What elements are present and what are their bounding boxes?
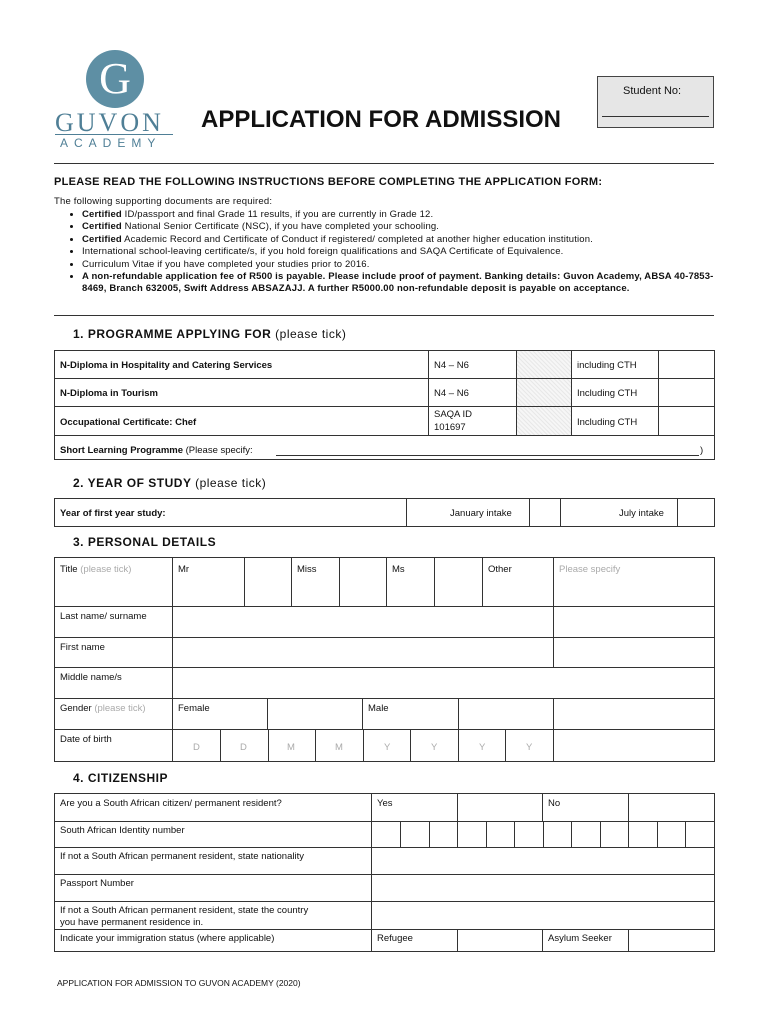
mr-cell: Mr <box>172 557 245 607</box>
student-number-box[interactable] <box>597 76 714 128</box>
last-name-extra[interactable] <box>553 606 715 638</box>
id-digit-divider <box>514 822 515 847</box>
id-number-input[interactable] <box>371 821 715 848</box>
dob-divider <box>315 730 316 761</box>
dob-divider <box>458 730 459 761</box>
no-cell: No <box>542 793 629 822</box>
shaded-cell <box>516 350 572 379</box>
male-tick-box[interactable] <box>458 698 554 730</box>
ms-cell: Ms <box>386 557 435 607</box>
id-digit-divider <box>571 822 572 847</box>
id-digit-divider <box>685 822 686 847</box>
logo-divider <box>55 134 173 135</box>
passport-input[interactable] <box>371 874 715 902</box>
middle-name-input[interactable] <box>172 667 715 699</box>
year-heading: 2. YEAR OF STUDY (please tick) <box>73 476 267 490</box>
male-cell: Male <box>362 698 459 730</box>
ms-tick-box[interactable] <box>434 557 483 607</box>
mr-tick-box[interactable] <box>244 557 292 607</box>
slp-close: ) <box>700 445 704 456</box>
programme-tick-box[interactable] <box>658 406 715 436</box>
dob-divider <box>220 730 221 761</box>
residence-country-label-cell: If not a South African permanent resident, state the country you have permanent residence in. <box>54 901 372 930</box>
yes-cell: Yes <box>371 793 458 822</box>
dob-divider <box>268 730 269 761</box>
dob-year-placeholder: Y <box>384 742 391 753</box>
programme-name-cell: Occupational Certificate: Chef <box>54 406 429 436</box>
other-cell: Other <box>482 557 554 607</box>
middle-name-label-cell: Middle name/s <box>54 667 173 699</box>
id-digit-divider <box>429 822 430 847</box>
programme-level-cell: N4 – N6 <box>428 378 517 407</box>
dob-year-placeholder: Y <box>526 742 533 753</box>
miss-tick-box[interactable] <box>339 557 387 607</box>
refugee-cell: Refugee <box>371 929 458 952</box>
page-title: APPLICATION FOR ADMISSION <box>201 106 561 133</box>
short-learning-programme-label: Short Learning Programme (Please specify: <box>60 445 253 456</box>
id-digit-divider <box>543 822 544 847</box>
shaded-cell <box>516 406 572 436</box>
first-name-label-cell: First name <box>54 637 173 668</box>
dob-year-placeholder: Y <box>431 742 438 753</box>
programme-cth-cell: including CTH <box>571 350 659 379</box>
title-label-cell: Title (please tick) <box>54 557 173 607</box>
dob-divider <box>363 730 364 761</box>
id-digit-divider <box>400 822 401 847</box>
programme-level-cell: N4 – N6 <box>428 350 517 379</box>
dob-divider <box>505 730 506 761</box>
dob-label-cell: Date of birth <box>54 729 173 762</box>
dob-day-placeholder: D <box>193 742 200 753</box>
logo-emblem: G <box>86 50 144 108</box>
id-number-label-cell: South African Identity number <box>54 821 372 848</box>
first-name-input[interactable] <box>172 637 554 668</box>
id-digit-divider <box>628 822 629 847</box>
id-digit-divider <box>600 822 601 847</box>
citizen-question-cell: Are you a South African citizen/ permanent resident? <box>54 793 372 822</box>
no-tick-box[interactable] <box>628 793 715 822</box>
dob-day-placeholder: D <box>240 742 247 753</box>
list-item: • Certified Academic Record and Certificate of Conduct if registered/ completed at another higher education institution. <box>82 234 732 246</box>
asylum-tick-box[interactable] <box>628 929 715 952</box>
last-name-input[interactable] <box>172 606 554 638</box>
list-item: • International school-leaving certificate/s, if you hold foreign qualifications and SAQA Certificate of Equivalence. <box>82 246 732 258</box>
programme-cth-cell: Including CTH <box>571 406 659 436</box>
citizenship-heading: 4. CITIZENSHIP <box>73 771 169 785</box>
january-intake-cell: January intake <box>406 498 530 527</box>
last-name-label-cell: Last name/ surname <box>54 606 173 638</box>
nationality-input[interactable] <box>371 847 715 875</box>
nationality-label-cell: If not a South African permanent resident, state nationality <box>54 847 372 875</box>
list-item: • Curriculum Vitae if you have completed your studies prior to 2016. <box>82 259 732 271</box>
refugee-tick-box[interactable] <box>457 929 543 952</box>
student-number-line <box>602 116 709 117</box>
dob-month-placeholder: M <box>287 742 295 753</box>
programme-level-cell: SAQA ID 101697 <box>428 406 517 436</box>
yes-tick-box[interactable] <box>457 793 543 822</box>
residence-country-input[interactable] <box>371 901 715 930</box>
immigration-label-cell: Indicate your immigration status (where applicable) <box>54 929 372 952</box>
list-item: • A non-refundable application fee of R500 is payable. Please include proof of payment. Banking details: Guvon Academy, ABSA 40-7853-8469, Branch 632005, Swift Address ABSAZAJJ. A further R5000.00 non-refundable deposit is payable on acceptance. <box>82 271 732 296</box>
page-footer: APPLICATION FOR ADMISSION TO GUVON ACADEMY (2020) <box>57 978 301 988</box>
gender-label-cell: Gender (please tick) <box>54 698 173 730</box>
instructions-divider <box>54 315 714 316</box>
header-divider <box>54 163 714 164</box>
id-digit-divider <box>486 822 487 847</box>
logo-subtitle: ACADEMY <box>60 136 162 150</box>
shaded-cell <box>516 378 572 407</box>
miss-cell: Miss <box>291 557 340 607</box>
asylum-cell: Asylum Seeker <box>542 929 629 952</box>
programme-tick-box[interactable] <box>658 350 715 379</box>
list-item: • Certified ID/passport and final Grade 11 results, if you are currently in Grade 12. <box>82 209 732 221</box>
personal-heading: 3. PERSONAL DETAILS <box>73 535 217 549</box>
female-tick-box[interactable] <box>267 698 363 730</box>
title-specify-input[interactable]: Please specify <box>553 557 715 607</box>
dob-divider <box>553 730 554 761</box>
gender-extra <box>553 698 715 730</box>
list-item: • Certified National Senior Certificate (NSC), if you have completed your schooling. <box>82 221 732 233</box>
programme-heading: 1. PROGRAMME APPLYING FOR (please tick) <box>73 327 347 341</box>
year-label-cell: Year of first year study: <box>54 498 407 527</box>
programme-tick-box[interactable] <box>658 378 715 407</box>
female-cell: Female <box>172 698 268 730</box>
january-tick-box[interactable] <box>529 498 561 527</box>
instructions-intro: The following supporting documents are required: <box>54 196 273 207</box>
logo-wordmark: GUVON <box>55 108 164 137</box>
passport-label-cell: Passport Number <box>54 874 372 902</box>
id-digit-divider <box>657 822 658 847</box>
programme-name-cell: N-Diploma in Tourism <box>54 378 429 407</box>
dob-divider <box>410 730 411 761</box>
documents-list <box>60 209 732 296</box>
july-tick-box[interactable] <box>677 498 715 527</box>
id-digit-divider <box>457 822 458 847</box>
programme-cth-cell: Including CTH <box>571 378 659 407</box>
first-name-extra[interactable] <box>553 637 715 668</box>
short-learning-programme-input[interactable] <box>276 455 699 456</box>
july-intake-cell: July intake <box>560 498 678 527</box>
instructions-heading: PLEASE READ THE FOLLOWING INSTRUCTIONS BEFORE COMPLETING THE APPLICATION FORM: <box>54 176 603 188</box>
dob-input[interactable] <box>172 729 715 762</box>
programme-name-cell: N-Diploma in Hospitality and Catering Services <box>54 350 429 379</box>
student-number-label: Student No: <box>623 85 682 97</box>
dob-year-placeholder: Y <box>479 742 486 753</box>
dob-month-placeholder: M <box>335 742 343 753</box>
